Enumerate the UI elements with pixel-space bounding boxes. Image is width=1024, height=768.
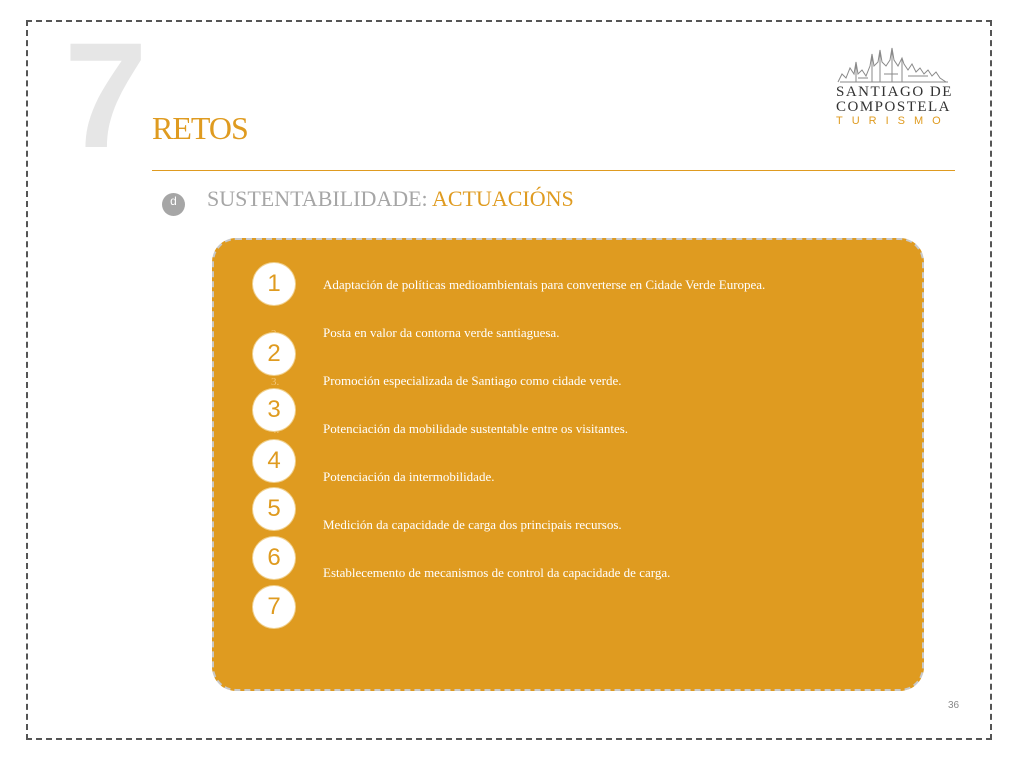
action-item-3: Promoción especializada de Santiago como cidade verde. [323,373,622,388]
title-divider [152,170,955,171]
number-circle-4: 4 [253,440,295,482]
section-title: RETOS [152,110,248,146]
logo-line-3: TURISMO [836,115,950,127]
number-circle-7: 7 [253,586,295,628]
action-item-5: Potenciación da intermobilidade. [323,469,495,484]
actions-panel [212,238,924,691]
list-number: 3. [271,376,280,388]
action-item-2: Posta en valor da contorna verde santiaguesa. [323,325,560,340]
subsection-highlight: ACTUACIÓNS [431,186,574,211]
subsection-title [207,186,574,212]
page-number: 36 [948,700,960,711]
action-item-4: Potenciación da mobilidade sustentable entre os visitantes. [323,421,629,436]
logo-line-1: SANTIAGO DE [836,84,953,100]
number-circle-6: 6 [253,537,295,579]
santiago-compostela-logo [828,44,958,128]
section-number: 7 [64,11,144,179]
number-circle-2: 2 [253,333,295,375]
number-circle-1: 1 [253,263,295,305]
subsection-prefix: SUSTENTABILIDADE: [207,186,428,211]
logo-line-2: COMPOSTELA [836,99,952,115]
number-circle-5: 5 [253,488,295,530]
action-item-6: Medición da capacidade de carga dos principais recursos. [323,517,622,532]
skyline-icon [828,44,958,84]
number-circle-3: 3 [253,389,295,431]
subsection-badge: d [162,193,185,216]
action-item-1: Adaptación de políticas medioambientais para converterse en Cidade Verde Europea. [323,277,766,292]
action-item-7: Establecemento de mecanismos de control da capacidade de carga. [323,565,671,580]
